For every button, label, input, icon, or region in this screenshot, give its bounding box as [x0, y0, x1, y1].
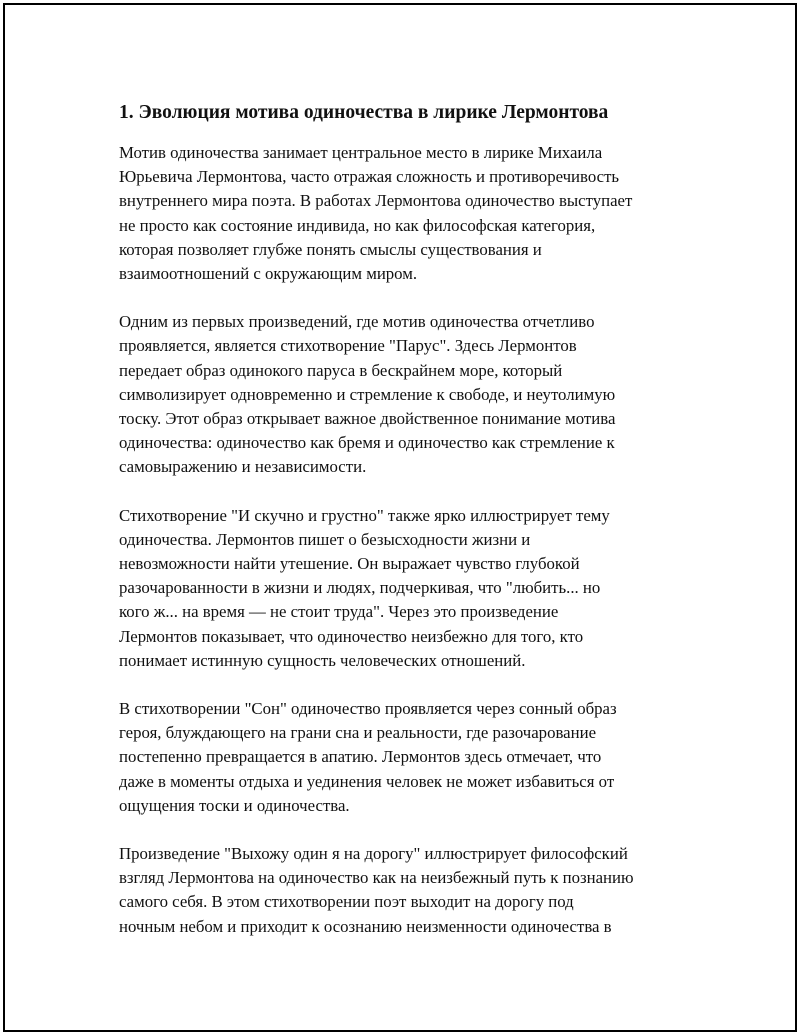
paragraph-line: не просто как состояние индивида, но как философская категория, — [119, 215, 596, 235]
paragraph — [119, 842, 699, 939]
paragraph-line: взгляд Лермонтова на одиночество как на неизбежный путь к познанию — [119, 868, 634, 888]
paragraph-line: проявляется, является стихотворение "Парус". Здесь Лермонтов — [119, 336, 577, 356]
document-page — [3, 3, 797, 1032]
paragraph-line: постепенно превращается в апатию. Лермонтов здесь отмечает, что — [119, 747, 602, 767]
paragraph-line: Лермонтов показывает, что одиночество неизбежно для того, кто — [119, 626, 584, 646]
paragraph-line: которая позволяет глубже понять смыслы существования и — [119, 239, 542, 259]
paragraph-line: даже в моменты отдыха и уединения человек не может избавиться от — [119, 771, 615, 791]
paragraph-line: В стихотворении "Сон" одиночество проявляется через сонный образ — [119, 699, 617, 719]
paragraph-line: понимает истинную сущность человеческих отношений. — [119, 650, 526, 670]
paragraph-line: кого ж... на время — не стоит труда". Через это произведение — [119, 602, 559, 622]
paragraph-line: одиночества: одиночество как бремя и одиночество как стремление к — [119, 433, 615, 453]
paragraph — [119, 310, 699, 479]
document-content — [119, 99, 699, 963]
paragraph — [119, 697, 699, 818]
paragraph-line: символизирует одновременно и стремление к свободе, и неутолимую — [119, 384, 616, 404]
paragraph-line: самовыражению и независимости. — [119, 457, 367, 477]
paragraph — [119, 141, 699, 286]
paragraph-line: тоску. Этот образ открывает важное двойственное понимание мотива — [119, 409, 616, 429]
paragraph-line: Одним из первых произведений, где мотив одиночества отчетливо — [119, 312, 595, 332]
paragraph-line: Стихотворение "И скучно и грустно" также ярко иллюстрирует тему — [119, 505, 610, 525]
paragraph-line: внутреннего мира поэта. В работах Лермонтова одиночество выступает — [119, 191, 633, 211]
paragraph-line: героя, блуждающего на грани сна и реальности, где разочарование — [119, 723, 597, 743]
paragraph-line: самого себя. В этом стихотворении поэт выходит на дорогу под — [119, 892, 574, 912]
paragraph-line: взаимоотношений с окружающим миром. — [119, 264, 418, 284]
paragraph-line: ощущения тоски и одиночества. — [119, 795, 350, 815]
paragraph-line: ночным небом и приходит к осознанию неизменности одиночества в — [119, 916, 612, 936]
paragraph-line: Юрьевича Лермонтова, часто отражая сложность и противоречивость — [119, 167, 620, 187]
paragraph-line: Произведение "Выхожу один я на дорогу" иллюстрирует философский — [119, 844, 628, 864]
paragraph-list — [119, 141, 699, 939]
paragraph-line: одиночества. Лермонтов пишет о безысходности жизни и — [119, 529, 531, 549]
paragraph-line: разочарованности в жизни и людях, подчеркивая, что "любить... но — [119, 578, 601, 598]
section-heading: 1. Эволюция мотива одиночества в лирике Лермонтова — [119, 102, 609, 123]
paragraph-line: Мотив одиночества занимает центральное место в лирике Михаила — [119, 143, 603, 162]
paragraph-line: невозможности найти утешение. Он выражает чувство глубокой — [119, 554, 580, 574]
paragraph — [119, 504, 699, 673]
paragraph-line: передает образ одинокого паруса в бескрайнем море, который — [119, 360, 563, 380]
